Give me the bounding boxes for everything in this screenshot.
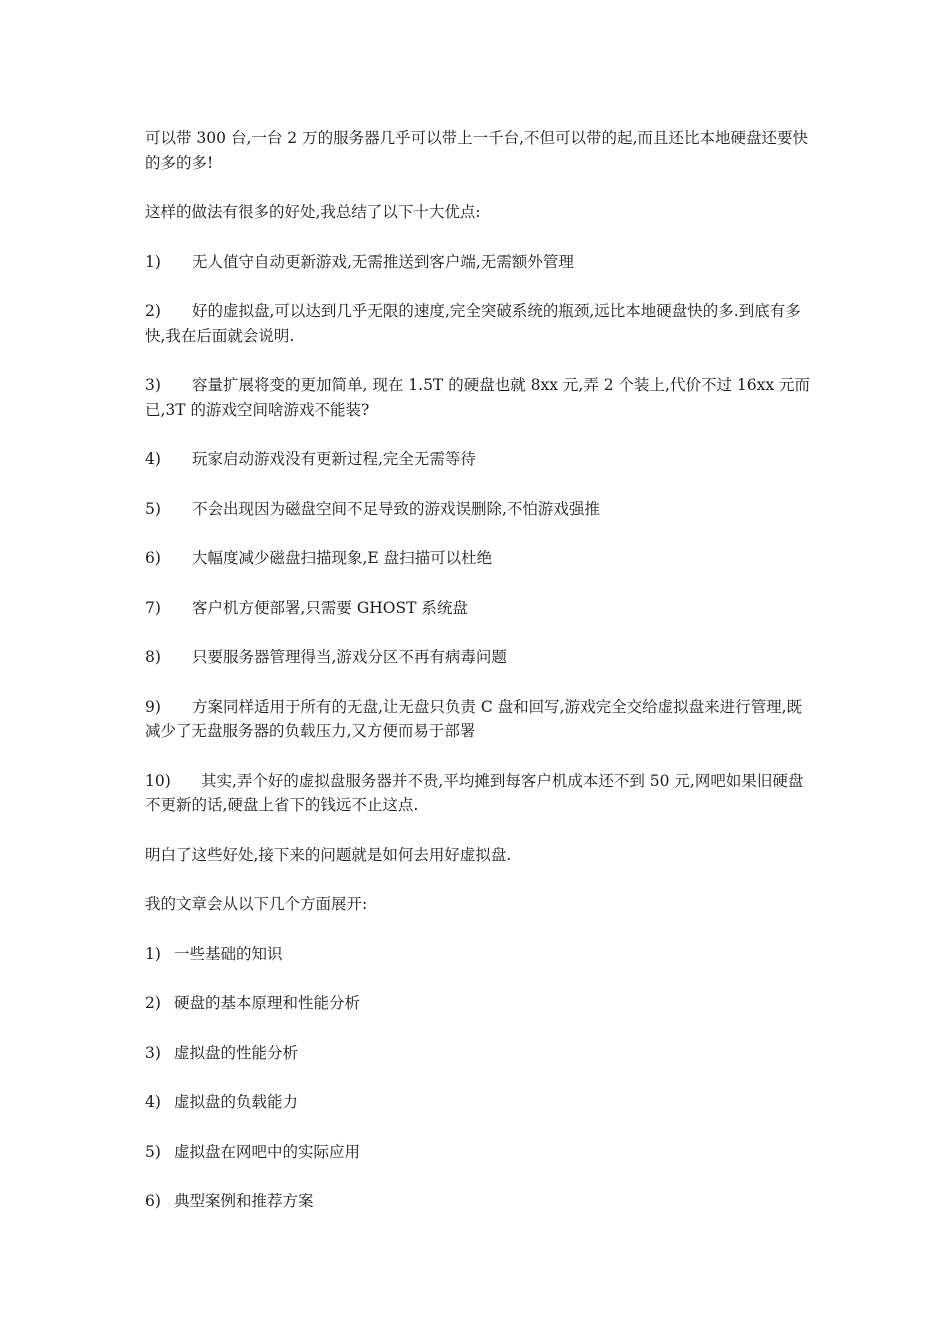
advantage-item-9: 9) 方案同样适用于所有的无盘,让无盘只负责 C 盘和回写,游戏完全交给虚拟盘来进行管理,既减少了无盘服务器的负载压力,又方便而易于部署 (145, 697, 802, 740)
outline-item-1: 1) 一些基础的知识 (145, 944, 283, 963)
intro-paragraph: 可以带 300 台,一台 2 万的服务器几乎可以带上一千台,不但可以带的起,而且还比本地硬盘还要快的多的多! (145, 129, 808, 172)
outline-intro: 我的文章会从以下几个方面展开: (145, 895, 368, 913)
advantage-item-5: 5) 不会出现因为磁盘空间不足导致的游戏误删除,不怕游戏强推 (145, 499, 600, 518)
advantage-item-8: 8) 只要服务器管理得当,游戏分区不再有病毒问题 (145, 648, 507, 666)
advantage-item-1: 1) 无人值守自动更新游戏,无需推送到客户端,无需额外管理 (145, 252, 574, 271)
outline-item-4: 4) 虚拟盘的负载能力 (145, 1093, 299, 1111)
advantage-item-3: 3) 容量扩展将变的更加简单, 现在 1.5T 的硬盘也就 8xx 元,弄 2 个装上,代价不过 16xx 元而已,3T 的游戏空间啥游戏不能装? (145, 376, 811, 419)
summary-line: 这样的做法有很多的好处,我总结了以下十大优点: (145, 203, 481, 221)
advantage-item-7: 7) 客户机方便部署,只需要 GHOST 系统盘 (145, 598, 468, 617)
advantage-item-10: 10) 其实,弄个好的虚拟盘服务器并不贵,平均摊到每客户机成本还不到 50 元,网吧如果旧硬盘不更新的话,硬盘上省下的钱远不止这点. (145, 771, 804, 814)
transition-line: 明白了这些好处,接下来的问题就是如何去用好虚拟盘. (145, 845, 512, 864)
outline-item-2: 2) 硬盘的基本原理和性能分析 (145, 994, 361, 1012)
outline-item-6: 6) 典型案例和推荐方案 (145, 1192, 314, 1210)
advantage-item-6: 6) 大幅度减少磁盘扫描现象,E 盘扫描可以杜绝 (145, 549, 493, 567)
document-body (145, 126, 813, 1214)
outline-item-3: 3) 虚拟盘的性能分析 (145, 1043, 299, 1062)
advantage-item-2: 2) 好的虚拟盘,可以达到几乎无限的速度,完全突破系统的瓶颈,远比本地硬盘快的多.到底有多快,我在后面就会说明. (145, 302, 801, 345)
advantage-item-4: 4) 玩家启动游戏没有更新过程,完全无需等待 (145, 450, 476, 468)
outline-item-5: 5) 虚拟盘在网吧中的实际应用 (145, 1142, 361, 1161)
